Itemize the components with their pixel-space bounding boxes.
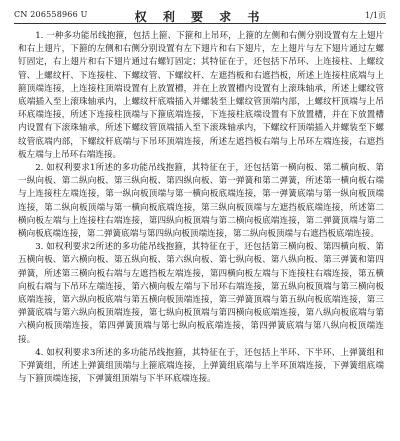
header-divider: [14, 23, 386, 24]
claim-3: 3. 如权利要求2所述的多功能吊线抱箍，其特征在于，还包括第三横向板、第四横向板、第五横向板、第六横向板、第五纵向板、第六纵向板、第七纵向板、第八纵向板、第三弹簧和第四弹簧，所述第三横向板右端与左遮挡板左端连接，第四横向板左端与下连接柱右端连接，第五横向板右端与下吊环左端连接，第六横向板左端与下吊环右端连接，第五纵向板顶端与第三横向板底端连接，第六纵向板底端与第五横向板顶端连接，第三弹簧顶端与第五纵向板底端连接，第三弹簧底端与第六纵向板顶端连接，第七纵向板顶端与第四横向板底端连接，第八纵向板底端与第六横向板顶端连接，第四弹簧顶端与第七纵向板底端连接，第四弹簧底端与第八纵向板顶端连接。: [18, 242, 384, 345]
page-header: [14, 8, 386, 22]
document-number: CN 206558966 U: [14, 10, 88, 19]
page-number: 1/1页: [365, 11, 386, 20]
claims-body: [18, 30, 384, 386]
claim-1: 1. 一种多功能吊线抱箍，包括上箍、下箍和上吊环，上箍的左侧和右侧分别设置有左上翅片和右上翅片，下箍的左侧和右侧分别设置有左下翅片和右下翅片，左上翅片与左下翅片通过左螺钉固定，右上翅片和右下翅片通过右螺钉固定；其特征在于，还包括下吊环、上连接柱、上螺纹管、上螺纹杆、下连接柱、下螺纹管、下螺纹杆、左遮挡板和右遮挡板，所述上连接柱底端与上箍顶端连接，上连接柱顶端设置有上放置槽，并在上放置槽内设置有上滚珠轴承，所述上螺纹管底端插入至上滚珠轴承内，上螺纹杆底端插入并螺装至上螺纹管顶端内部，上螺纹杆顶端与上吊环底端连接，所述下连接柱顶端与下箍底端连接，下连接柱底端设置有下放置槽，并在下放置槽内设置有下滚珠轴承，所述下螺纹管顶端插入至下滚珠轴承内，下螺纹杆顶端插入并螺装至下螺纹管底端内部，下螺纹杆底端与下吊环顶端连接，所述左遮挡板右端与上吊环左端连接，右遮挡板左端与上吊环右端连接。: [18, 31, 384, 160]
claim-4: 4. 如权利要求3所述的多功能吊线抱箍，其特征在于，还包括上半环、下半环、上弹簧组和下弹簧组，所述上弹簧组顶端与上箍底端连接，上弹簧组底端与上半环顶端连接，下弹簧组底端与下箍顶端连接，下弹簧组顶端与下半环底端连接。: [18, 347, 384, 385]
claim-2: 2. 如权利要求1所述的多功能吊线抱箍，其特征在于，还包括第一横向板、第二横向板、第一纵向板、第二纵向板、第三纵向板、第四纵向板、第一弹簧和第二弹簧，所述第一横向板右端与上连接柱左端连接，第一纵向板顶端与第一横向板底端连接，第一弹簧底端与第一纵向板顶端连接，第二纵向板顶端与第一横向板底端连接，第三纵向板顶端与左遮挡板底端连接，所述第二横向板左端与上连接柱右端连接，第四纵向板顶端与第二横向板底端连接，第二弹簧顶端与第二横向板底端连接，第二弹簧底端与第四纵向板顶端连接，第二纵向板顶端与右遮挡板底端连接。: [18, 163, 384, 240]
document-title: 权 利 要 求 书: [134, 10, 266, 24]
